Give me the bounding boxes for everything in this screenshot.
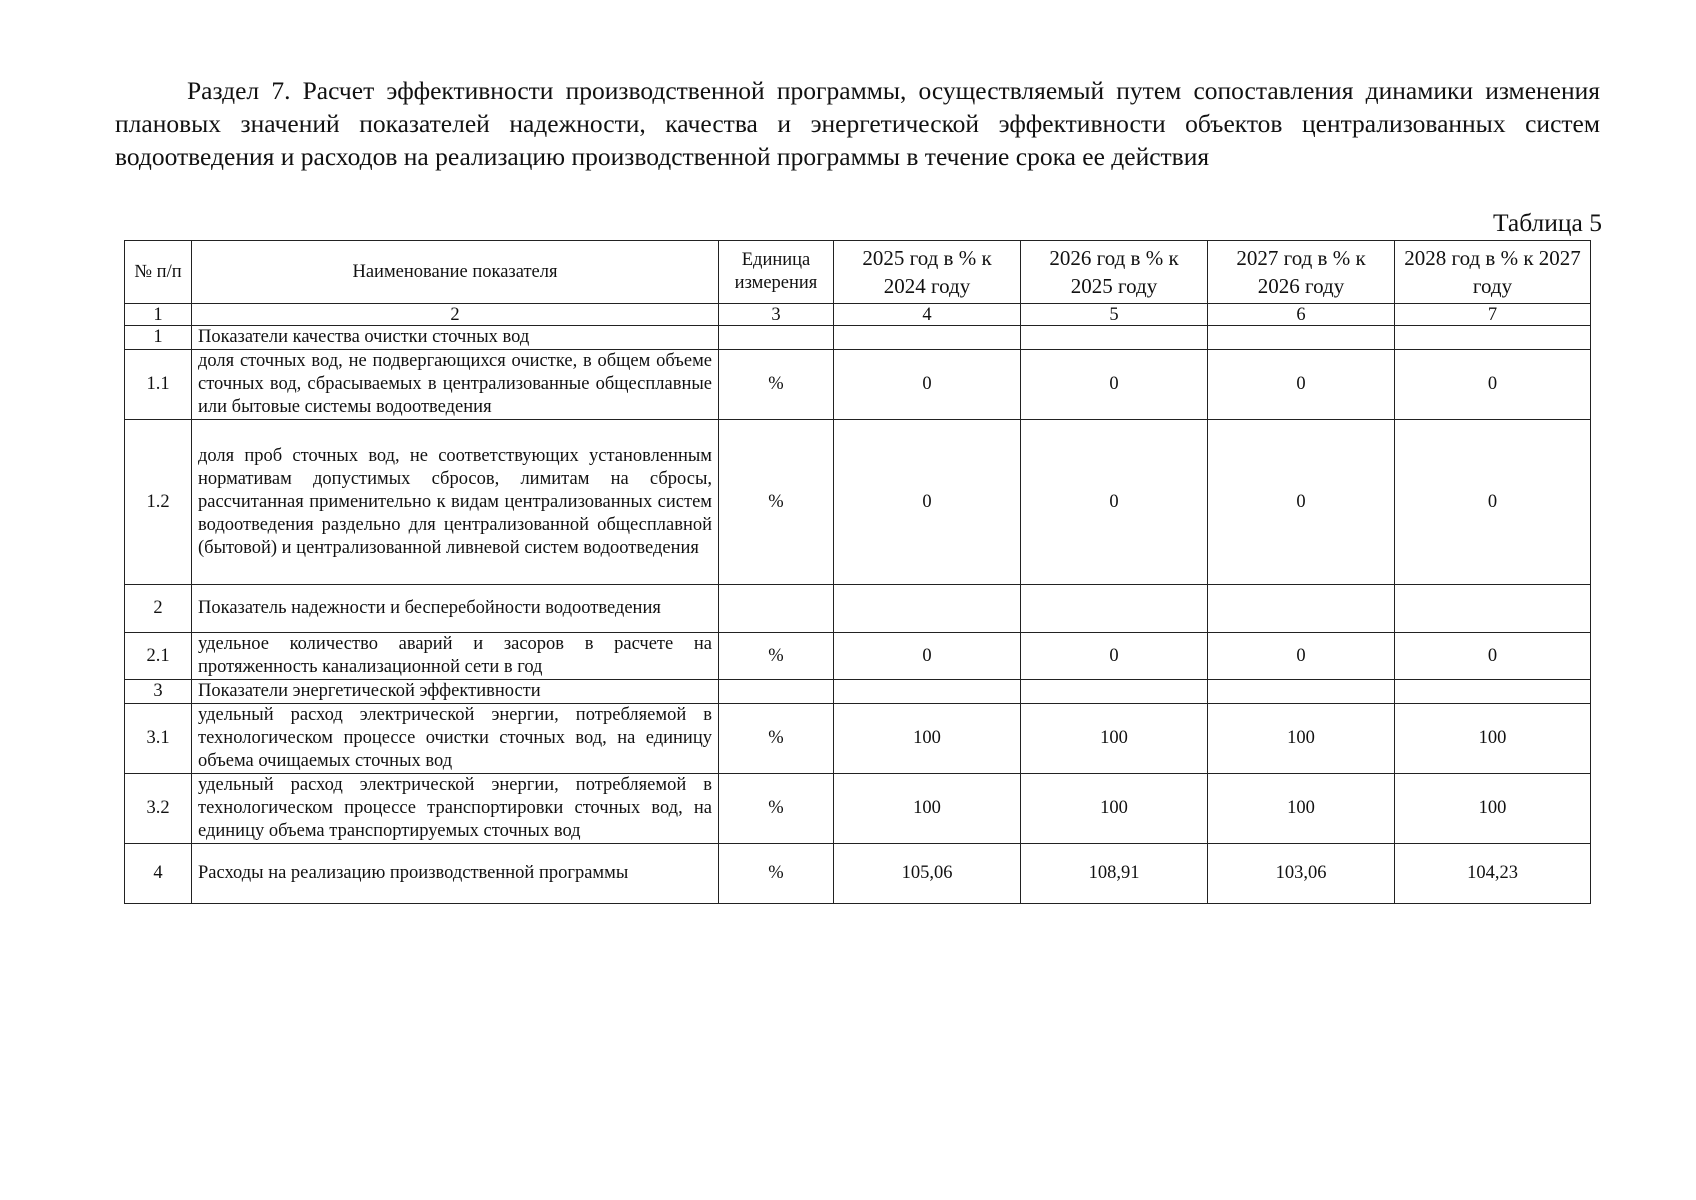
value-2026: 0: [1021, 350, 1208, 420]
value-2028: 100: [1395, 704, 1591, 774]
value-2025: 0: [834, 420, 1021, 585]
column-number-row: [125, 304, 1591, 326]
row-number: 2.1: [125, 633, 192, 680]
value-2027: 0: [1208, 350, 1395, 420]
row-number: 3: [125, 680, 192, 704]
value-2025: 100: [834, 704, 1021, 774]
table-row: [125, 420, 1591, 585]
value-2028: 0: [1395, 350, 1591, 420]
value-2027: [1208, 326, 1395, 350]
row-name: Показатели энергетической эффективности: [192, 680, 719, 704]
row-name: удельный расход электрической энергии, потребляемой в технологическом процессе транспортировки сточных вод, на единицу объема транспортируемых сточных вод: [192, 774, 719, 844]
header-2025: 2025 год в % к 2024 году: [834, 241, 1021, 304]
row-unit: %: [719, 844, 834, 904]
row-number: 1.1: [125, 350, 192, 420]
row-unit: [719, 326, 834, 350]
row-unit: [719, 585, 834, 633]
value-2026: 100: [1021, 774, 1208, 844]
value-2025: 0: [834, 350, 1021, 420]
column-number: 4: [834, 304, 1021, 326]
row-name: Показатели качества очистки сточных вод: [192, 326, 719, 350]
table-caption: Таблица 5: [1492, 208, 1602, 237]
table-row: [125, 326, 1591, 350]
table-row: [125, 774, 1591, 844]
row-unit: %: [719, 704, 834, 774]
value-2028: [1395, 585, 1591, 633]
row-unit: [719, 680, 834, 704]
value-2025: [834, 326, 1021, 350]
value-2027: 0: [1208, 420, 1395, 585]
value-2028: 0: [1395, 420, 1591, 585]
header-2026: 2026 год в % к 2025 году: [1021, 241, 1208, 304]
row-unit: %: [719, 420, 834, 585]
row-name: удельное количество аварий и засоров в расчете на протяженность канализационной сети в год: [192, 633, 719, 680]
row-unit: %: [719, 350, 834, 420]
row-number: 4: [125, 844, 192, 904]
value-2025: 0: [834, 633, 1021, 680]
value-2028: 104,23: [1395, 844, 1591, 904]
value-2025: [834, 585, 1021, 633]
header-2027: 2027 год в % к 2026 году: [1208, 241, 1395, 304]
value-2025: [834, 680, 1021, 704]
value-2027: 103,06: [1208, 844, 1395, 904]
value-2026: [1021, 585, 1208, 633]
value-2027: [1208, 680, 1395, 704]
table-row: [125, 350, 1591, 420]
table-row: [125, 704, 1591, 774]
section-heading: Раздел 7. Расчет эффективности производственной программы, осуществляемый путем сопоставления динамики изменения плановых значений показателей надежности, качества и энергетической эффективности объектов централизованных систем водоотведения и расходов на реализацию производственной программы в течение срока ее действия: [115, 76, 1600, 171]
header-unit: Единица измерения: [719, 241, 834, 304]
row-number: 2: [125, 585, 192, 633]
table-header-row: [125, 241, 1591, 304]
header-num: № п/п: [125, 241, 192, 304]
value-2027: 100: [1208, 774, 1395, 844]
value-2027: 0: [1208, 633, 1395, 680]
column-number: 1: [125, 304, 192, 326]
value-2026: [1021, 680, 1208, 704]
row-name: Расходы на реализацию производственной программы: [192, 844, 719, 904]
column-number: 2: [192, 304, 719, 326]
value-2028: 100: [1395, 774, 1591, 844]
row-unit: %: [719, 774, 834, 844]
table-row: [125, 633, 1591, 680]
indicators-table: [124, 240, 1591, 904]
value-2025: 100: [834, 774, 1021, 844]
value-2026: 100: [1021, 704, 1208, 774]
table-row: [125, 680, 1591, 704]
header-name: Наименование показателя: [192, 241, 719, 304]
value-2025: 105,06: [834, 844, 1021, 904]
column-number: 6: [1208, 304, 1395, 326]
value-2028: [1395, 326, 1591, 350]
column-number: 3: [719, 304, 834, 326]
row-number: 3.1: [125, 704, 192, 774]
value-2026: 0: [1021, 633, 1208, 680]
header-2028: 2028 год в % к 2027 году: [1395, 241, 1591, 304]
row-unit: %: [719, 633, 834, 680]
row-number: 1.2: [125, 420, 192, 585]
column-number: 5: [1021, 304, 1208, 326]
row-name: Показатель надежности и бесперебойности водоотведения: [192, 585, 719, 633]
row-number: 3.2: [125, 774, 192, 844]
table-row: [125, 844, 1591, 904]
row-number: 1: [125, 326, 192, 350]
value-2026: 108,91: [1021, 844, 1208, 904]
table-row: [125, 585, 1591, 633]
row-name: доля проб сточных вод, не соответствующих установленным нормативам допустимых сбросов, лимитам на сбросы, рассчитанная применительно к видам централизованных систем водоотведения раздельно для централизованной общесплавной (бытовой) и централизованной ливневой систем водоотведения: [192, 420, 719, 585]
row-name: удельный расход электрической энергии, потребляемой в технологическом процессе очистки сточных вод, на единицу объема очищаемых сточных вод: [192, 704, 719, 774]
value-2026: [1021, 326, 1208, 350]
value-2027: 100: [1208, 704, 1395, 774]
value-2028: [1395, 680, 1591, 704]
column-number: 7: [1395, 304, 1591, 326]
row-name: доля сточных вод, не подвергающихся очистке, в общем объеме сточных вод, сбрасываемых в централизованные общесплавные или бытовые системы водоотведения: [192, 350, 719, 420]
value-2027: [1208, 585, 1395, 633]
value-2028: 0: [1395, 633, 1591, 680]
value-2026: 0: [1021, 420, 1208, 585]
